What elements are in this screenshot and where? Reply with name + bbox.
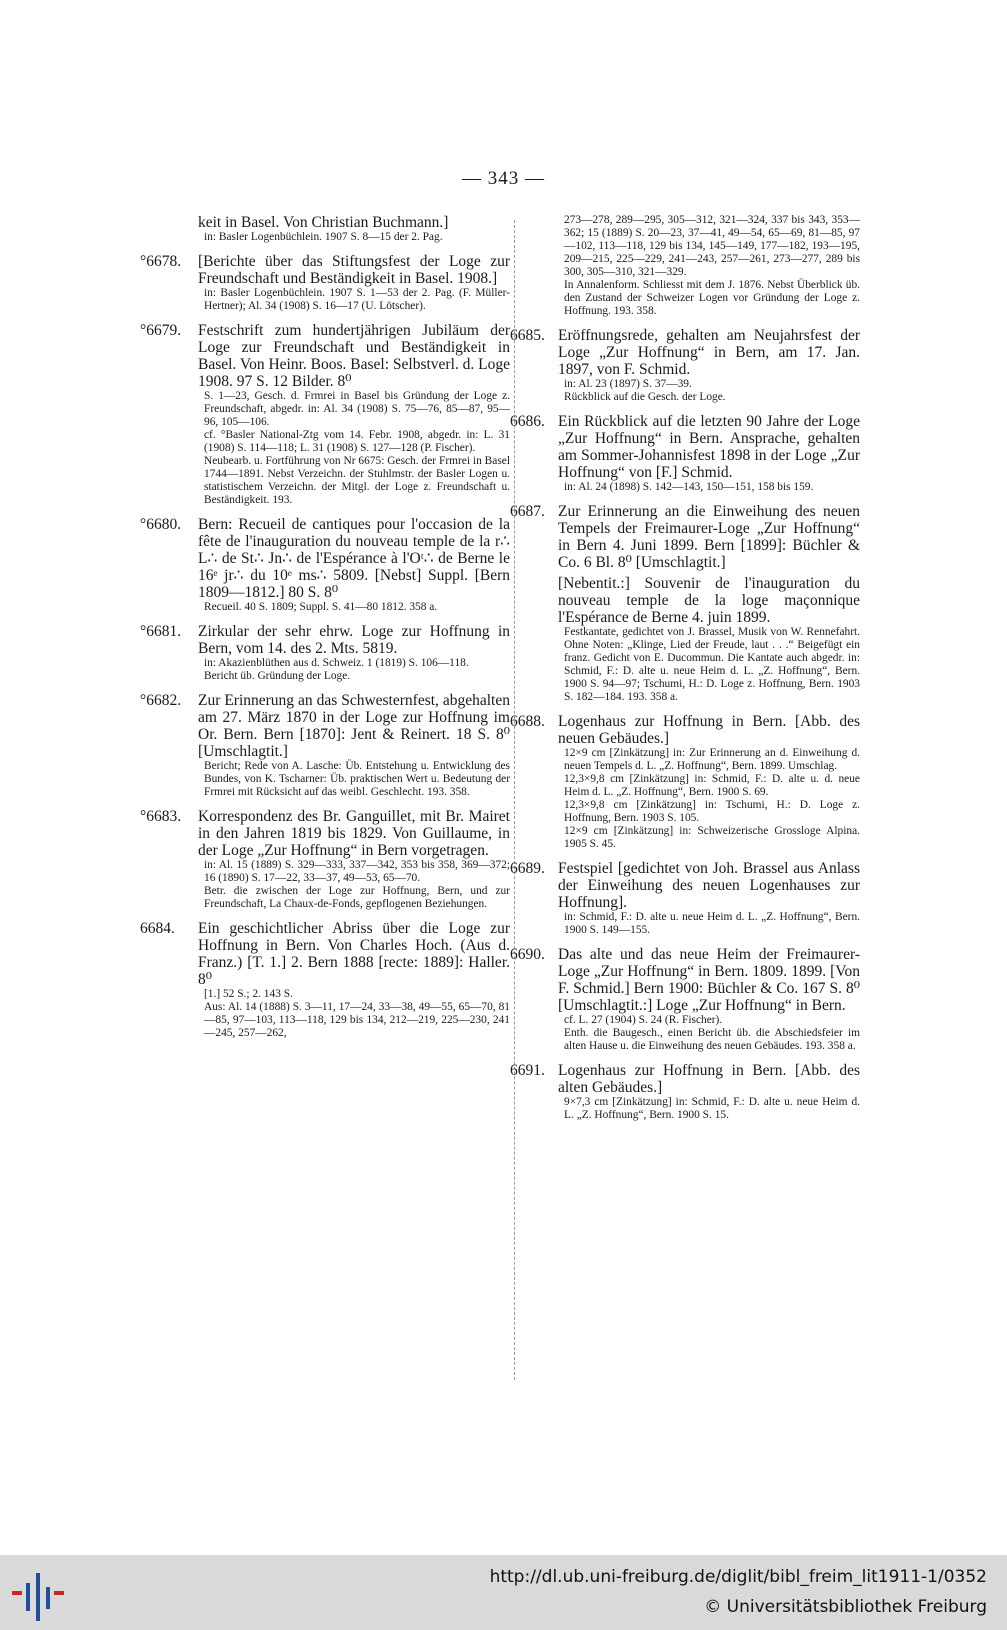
entry-number: °6680. (140, 516, 182, 533)
entry-6681 (140, 623, 510, 683)
entry-title: [Berichte über das Stiftungsfest der Loge zur Freundschaft und Beständigkeit in Basel. 1908.] (198, 253, 510, 287)
entry-note: in: Basler Logenbüchlein. 1907 S. 1—53 der 2. Pag. (F. Müller-Hertner); Al. 34 (1908) S. 16—17 (U. Lötscher). (204, 287, 510, 312)
entry-title: Ein Rückblick auf die letzten 90 Jahre der Loge „Zur Hoffnung“ in Bern. Ansprache, gehalten am Sommer-Johannisfest 1898 in der Loge „Zur Hoffnung“ von [F.] Schmid. (558, 413, 860, 481)
ub-freiburg-logo-icon (10, 1567, 66, 1623)
entry-title: Ein geschichtlicher Abriss über die Loge zur Hoffnung in Bern. Von Charles Hoch. (Aus d. Franz.) [T. 1.] 2. Bern 1888 [recte: 1889]: Haller. 8⁰ (198, 920, 510, 988)
entry-6684 (140, 920, 510, 1040)
entry-number: 6685. (510, 327, 545, 344)
entry-title: Eröffnungsrede, gehalten am Neujahrsfest der Loge „Zur Hoffnung“ in Bern, am 17. Jan. 1897, von F. Schmid. (558, 327, 860, 378)
entry-note: Enth. die Baugesch., einen Bericht üb. die Abschiedsfeier im alten Hause u. die Einweihung des neuen Gebäudes. 193. 358 a. (564, 1027, 860, 1052)
entry-note: S. 1—23, Gesch. d. Frmrei in Basel bis Gründung der Loge z. Freundschaft, abgedr. in: Al. 34 (1908) S. 75—76, 85—87, 95—96, 105—106. (204, 390, 510, 428)
entry-note: Rückblick auf die Gesch. der Loge. (564, 391, 726, 403)
entry-note: Bericht; Rede von A. Lasche: Üb. Entstehung u. Entwicklung des Bundes, von K. Tscharner: Üb. praktischen Wert u. Bedeutung der Frmrei mit Rücksicht auf das weibl. Geschlecht. 193. 358. (204, 760, 510, 798)
continued-entry (140, 214, 510, 244)
entry-number: 6687. (510, 503, 545, 520)
entry-note: Bericht üb. Gründung der Loge. (204, 670, 351, 682)
entry-6686 (510, 413, 860, 494)
left-column (140, 214, 510, 1049)
entry-title: Logenhaus zur Hoffnung in Bern. [Abb. des neuen Gebäudes.] (558, 713, 860, 747)
entry-title: Festschrift zum hundertjährigen Jubiläum der Loge zur Freundschaft und Beständigkeit in Basel. Von Heinr. Boos. Basel: Selbstverl. d. Loge 1908. 97 S. 12 Bilder. 8⁰ (198, 322, 510, 390)
entry-note: Betr. die zwischen der Loge zur Hoffnung, Bern, und zur Freundschaft, La Chaux-de-Fonds, gepflogenen Beziehungen. (204, 885, 510, 910)
entry-number: °6679. (140, 322, 182, 339)
entry-number: °6683. (140, 808, 182, 825)
continued-entry (510, 214, 860, 318)
entry-title: Logenhaus zur Hoffnung in Bern. [Abb. des alten Gebäudes.] (558, 1062, 860, 1096)
entry-title: keit in Basel. Von Christian Buchmann.] (198, 214, 449, 231)
entry-6689 (510, 860, 860, 937)
entry-note: Festkantate, gedichtet von J. Brassel, Musik von W. Rennefahrt. Ohne Noten: „Klinge, Lied der Freude, laut . . .“ Beigefügt ein franz. Gedicht von E. Ducommun. Die Kantate auch abgedr. in: Schmid, F.: D. alte u. neue Heim d. L. „Z. Hoffnung“, Bern. 1900 S. 94—97; Tschumi, H.: D. Loge z. Hoffnung, Bern. 1903 S. 182—184. 193. 358 a. (564, 626, 860, 703)
entry-number: 6684. (140, 920, 175, 937)
entry-note: in: Al. 23 (1897) S. 37—39. (564, 378, 692, 390)
footer-url-link[interactable]: http://dl.ub.uni-freiburg.de/diglit/bibl_freim_lit1911-1/0352 (489, 1567, 987, 1587)
entry-note: 12×9 cm [Zinkätzung] in: Zur Erinnerung an d. Einweihung d. neuen Tempels d. L. „Z. Hoffnung“, Bern. 1899. Umschlag. (564, 747, 860, 772)
entry-note: 12,3×9,8 cm [Zinkätzung] in: Schmid, F.: D. alte u. d. neue Heim d. L. „Z. Hoffnung“, Bern. 1900 S. 69. (564, 773, 860, 798)
entry-note: in: Akazienblüthen aus d. Schweiz. 1 (1819) S. 106—118. (204, 657, 469, 669)
entry-note: In Annalenform. Schliesst mit dem J. 1876. Nebst Überblick üb. den Zustand der Schweizer Logen vor Gründung der Loge z. Hoffnung. 193. 358. (564, 279, 860, 317)
right-column (510, 214, 860, 1131)
footer-copyright: © Universitätsbibliothek Freiburg (704, 1597, 987, 1617)
entry-6682 (140, 692, 510, 799)
entry-number: 6688. (510, 713, 545, 730)
entry-6678 (140, 253, 510, 313)
entry-number: 6691. (510, 1062, 545, 1079)
entry-title: Das alte und das neue Heim der Freimaurer-Loge „Zur Hoffnung“ in Bern. 1809. 1899. [Von F. Schmid.] Bern 1900: Büchler & Co. 167 S. 8⁰ [Umschlagtit.:] Loge „Zur Hoffnung“ in Bern. (558, 946, 860, 1014)
entry-note: cf. L. 27 (1904) S. 24 (R. Fischer). (564, 1014, 723, 1026)
entry-6683 (140, 808, 510, 911)
page-number: — 343 — (462, 168, 545, 189)
entry-6685 (510, 327, 860, 404)
entry-number: °6678. (140, 253, 182, 270)
entry-6679 (140, 322, 510, 507)
entry-note: 273—278, 289—295, 305—312, 321—324, 337 bis 343, 353—362; 15 (1889) S. 20—23, 37—41, 49—54, 65—69, 81—85, 97—102, 113—118, 129 bis 134, 145—149, 177—182, 193—195, 209—215, 225—229, 241—243, 257—261, 273—277, 289 bis 300, 305—310, 321—329. (564, 214, 860, 278)
entry-note: 9×7,3 cm [Zinkätzung] in: Schmid, F.: D. alte u. neue Heim d. L. „Z. Hoffnung“, Bern. 1900 S. 15. (564, 1096, 860, 1121)
entry-note: in: Al. 15 (1889) S. 329—333, 337—342, 353 bis 358, 369—372; 16 (1890) S. 17—22, 33—37, 49—53, 65—70. (204, 859, 510, 884)
entry-title: Korrespondenz des Br. Ganguillet, mit Br. Mairet in den Jahren 1819 bis 1829. Von Guillaume, in der Loge „Zur Hoffnung“ in Bern vorgetragen. (198, 808, 510, 859)
entry-note: 12×9 cm [Zinkätzung] in: Schweizerische Grossloge Alpina. 1905 S. 45. (564, 825, 860, 850)
entry-note: in: Schmid, F.: D. alte u. neue Heim d. L. „Z. Hoffnung“, Bern. 1900 S. 149—155. (564, 911, 860, 936)
entry-title: Festspiel [gedichtet von Joh. Brassel aus Anlass der Einweihung des neuen Logenhauses zur Hoffnung]. (558, 860, 860, 911)
entry-note: 12,3×9,8 cm [Zinkätzung] in: Tschumi, H.: D. Loge z. Hoffnung, Bern. 1903 S. 105. (564, 799, 860, 824)
entry-subtitle: [Nebentit.:] Souvenir de l'inauguration du nouveau temple de la loge maçonnique l'Espérance de Berne 4. juin 1899. (558, 575, 860, 626)
entry-6687 (510, 503, 860, 704)
entry-note: in: Basler Logenbüchlein. 1907 S. 8—15 der 2. Pag. (204, 231, 443, 243)
entry-number: °6682. (140, 692, 182, 709)
entry-6690 (510, 946, 860, 1053)
entry-note: [1.] 52 S.; 2. 143 S. (204, 988, 293, 1000)
entry-title: Zirkular der sehr ehrw. Loge zur Hoffnung in Bern, vom 14. des 2. Mts. 5819. (198, 623, 510, 657)
footer-bar (0, 1555, 1007, 1630)
entry-note: cf. °Basler National-Ztg vom 14. Febr. 1908, abgedr. in: L. 31 (1908) S. 114—118; L. 31 (1908) S. 127—128 (P. Fischer). (204, 429, 510, 454)
entry-6680 (140, 516, 510, 614)
entry-title: Zur Erinnerung an das Schwesternfest, abgehalten am 27. März 1870 in der Loge zur Hoffnung im Or. Bern. Bern [1870]: Jent & Reinert. 18 S. 8⁰ [Umschlagtit.] (198, 692, 510, 760)
entry-note: Aus: Al. 14 (1888) S. 3—11, 17—24, 33—38, 49—55, 65—70, 81—85, 97—103, 113—118, 129 bis 134, 212—219, 225—230, 241—245, 257—262, (204, 1001, 510, 1039)
entry-note: Recueil. 40 S. 1809; Suppl. S. 41—80 1812. 358 a. (204, 601, 438, 613)
entry-number: °6681. (140, 623, 182, 640)
entry-number: 6686. (510, 413, 545, 430)
entry-number: 6690. (510, 946, 545, 963)
entry-note: in: Al. 24 (1898) S. 142—143, 150—151, 158 bis 159. (564, 481, 814, 493)
entry-6688 (510, 713, 860, 851)
entry-number: 6689. (510, 860, 545, 877)
entry-title: Zur Erinnerung an die Einweihung des neuen Tempels der Freimaurer-Loge „Zur Hoffnung“ in Bern 4. Juni 1899. Bern [1899]: Büchler & Co. 6 Bl. 8⁰ [Umschlagtit.] (558, 503, 860, 571)
entry-6691 (510, 1062, 860, 1122)
entry-title: Bern: Recueil de cantiques pour l'occasion de la fête de l'inauguration du nouveau temple de la r∴ L∴ de St∴ Jn∴ de l'Espérance à l'Oᵗ∴ de Berne le 16ᵉ jr∴ du 10ᵉ ms∴ 5809. [Nebst] Suppl. [Bern 1809—1812.] 80 S. 8⁰ (198, 516, 510, 601)
entry-note: Neubearb. u. Fortführung von Nr 6675: Gesch. der Frmrei in Basel 1744—1891. Nebst Verzeichn. der Stuhlmstr. der Basler Logen u. statistischem Verzeichn. der Mitgl. der Loge z. Freundschaft u. Beständigkeit. 193. (204, 455, 510, 506)
